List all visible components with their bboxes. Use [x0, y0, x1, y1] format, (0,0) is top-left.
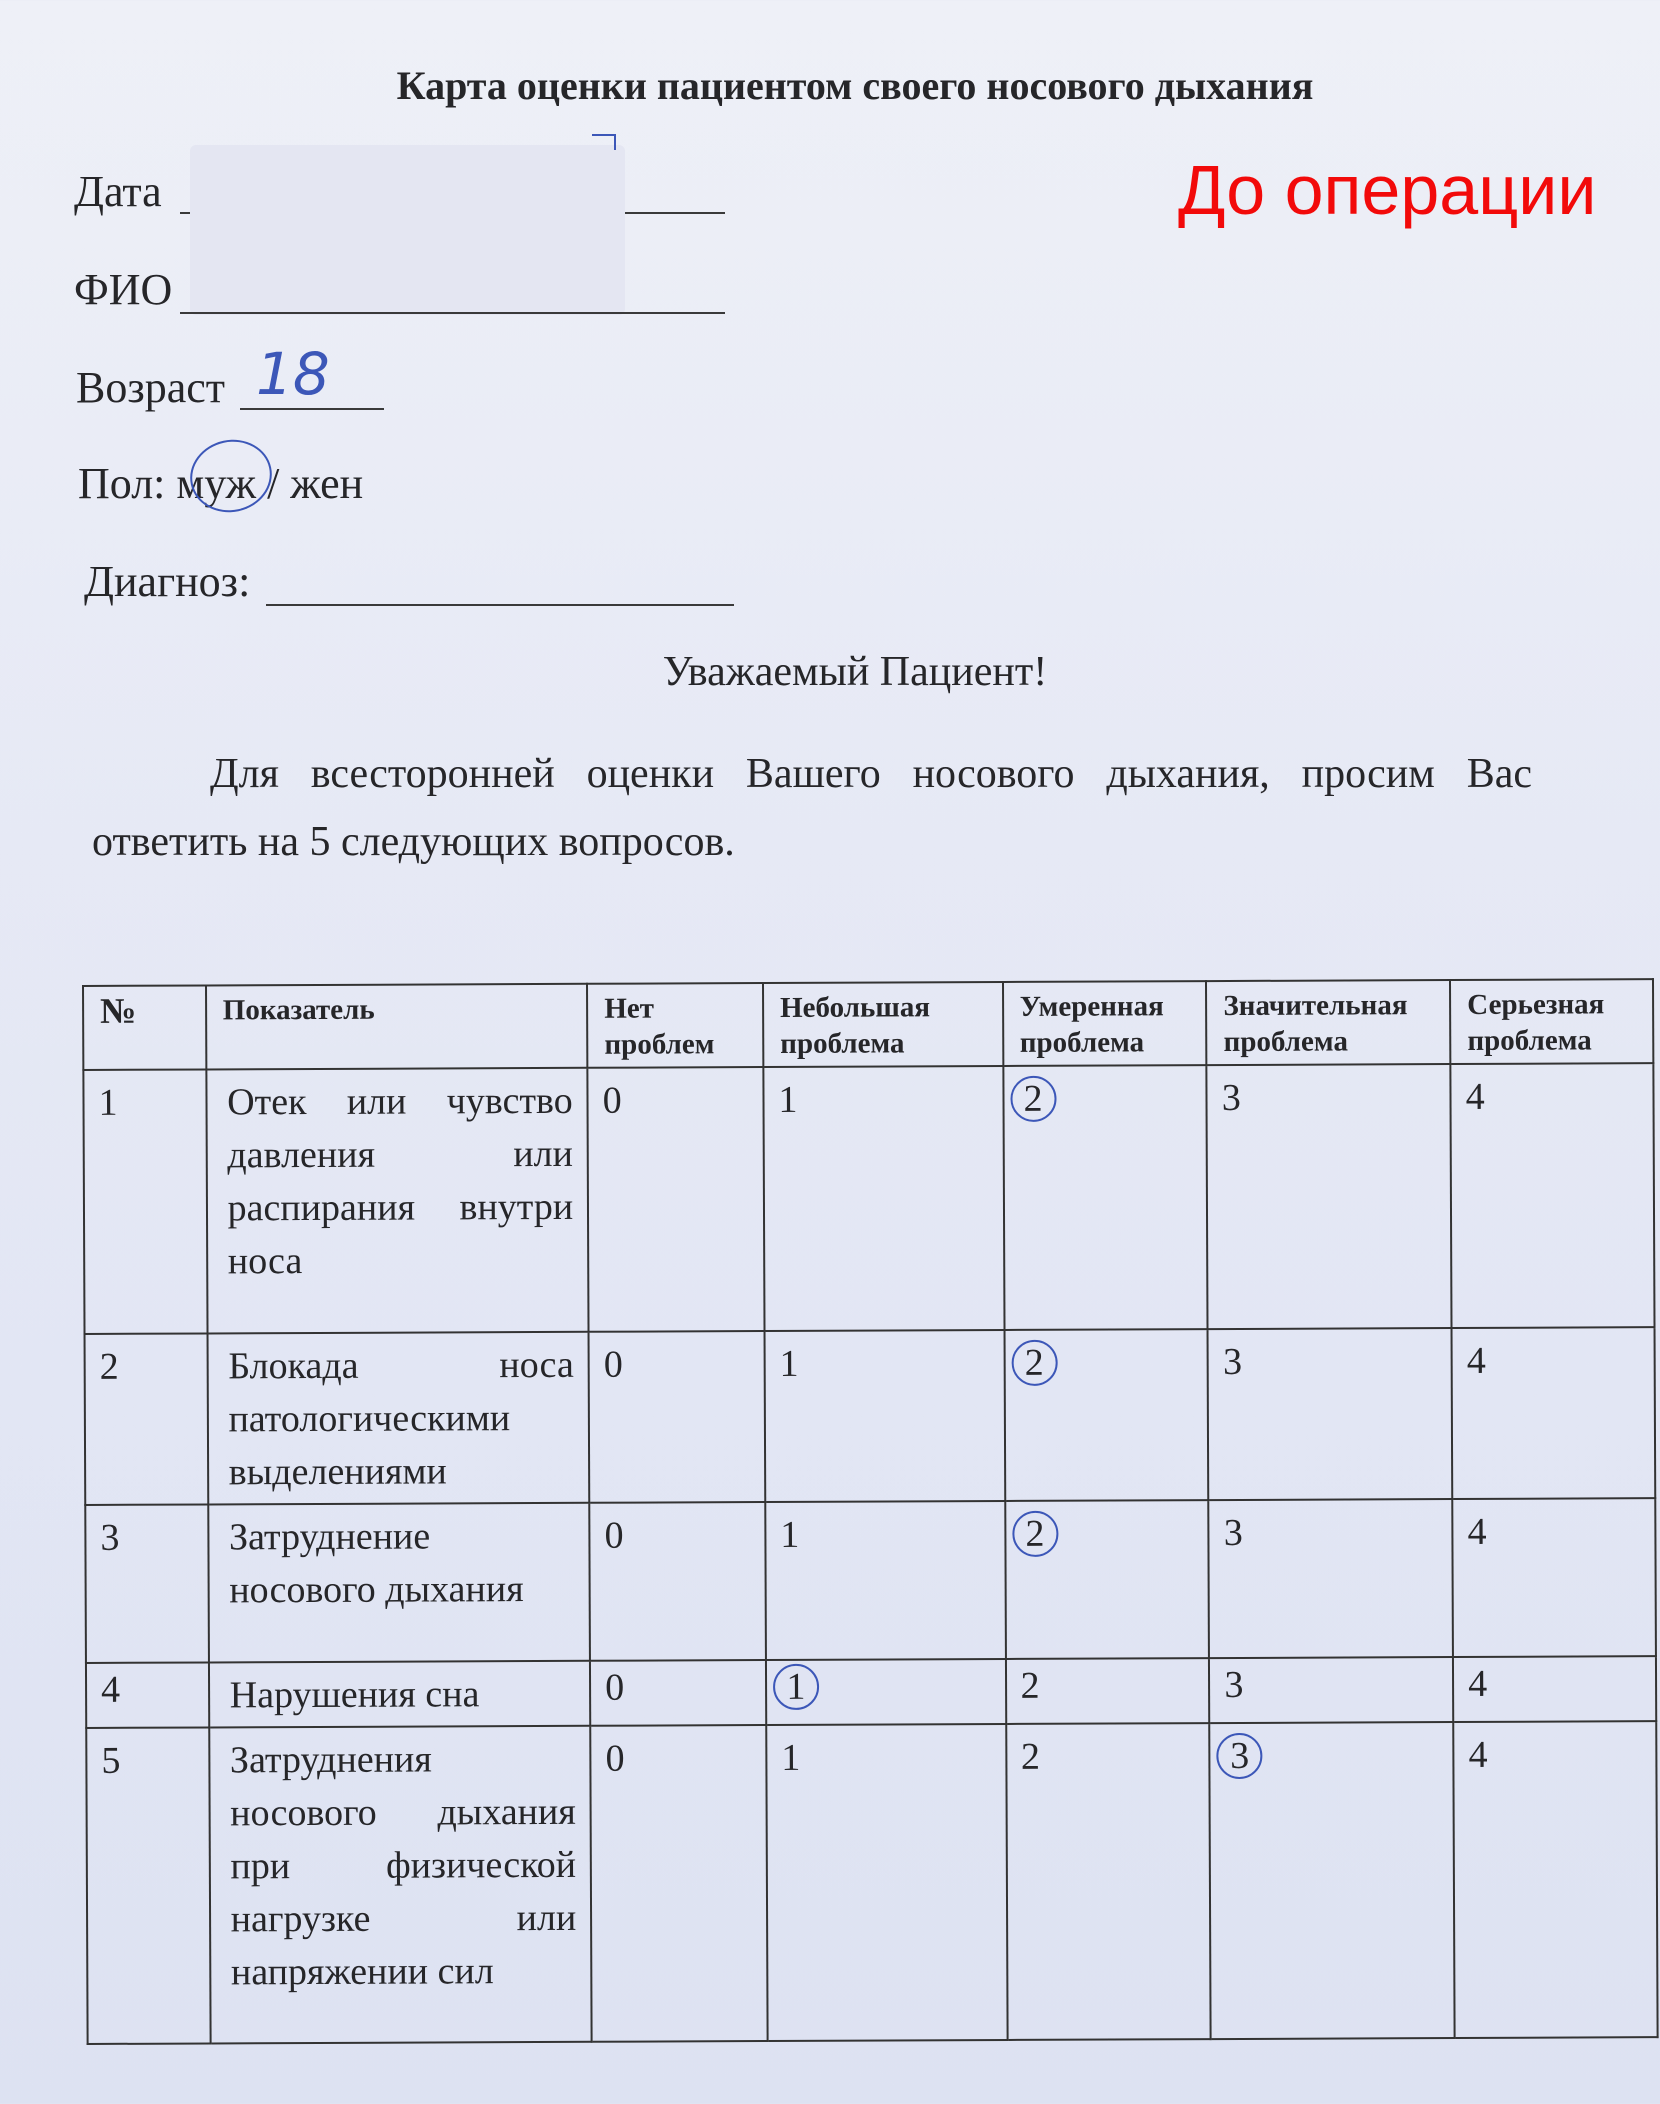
- score-option[interactable]: [1453, 1721, 1657, 2038]
- header-small: Небольшая проблема: [763, 982, 1003, 1067]
- score-option[interactable]: [1209, 1657, 1453, 1723]
- score-value: 3: [1221, 1076, 1241, 1120]
- circled-score: 3: [1217, 1733, 1263, 1779]
- circled-score: 2: [1010, 1076, 1056, 1122]
- score-option[interactable]: [1452, 1498, 1656, 1657]
- row-num: 3: [85, 1504, 208, 1663]
- score-option-selected[interactable]: [1004, 1329, 1209, 1501]
- score-value: 1: [780, 1513, 800, 1556]
- header-serious: Серьезная проблема: [1450, 979, 1653, 1064]
- header-moderate: Умеренная проблема: [1003, 981, 1207, 1066]
- score-option[interactable]: [1005, 1658, 1209, 1724]
- score-option[interactable]: [763, 1066, 1004, 1331]
- form-title: Карта оценки пациентом своего носового дыхания: [396, 63, 1314, 108]
- score-value: 3: [1222, 1340, 1243, 1384]
- greeting: Уважаемый Пациент!: [662, 649, 1048, 695]
- score-value: 4: [1466, 1339, 1486, 1382]
- sex-separator: /: [267, 459, 280, 508]
- age-label: Возраст: [76, 363, 226, 412]
- intro-text: Для всесторонней оценки Вашего носового дыхания, просим Вас ответить на 5 следующих вопросов.: [92, 751, 1532, 865]
- header-none: Нет проблем: [587, 983, 763, 1068]
- questionnaire-table: [82, 978, 1659, 2045]
- score-value: 4: [1467, 1510, 1487, 1553]
- row-indicator: Блокада носа патологическими выделениями: [207, 1332, 589, 1505]
- score-option-selected[interactable]: [1210, 1722, 1455, 2039]
- score-option-selected[interactable]: [766, 1659, 1006, 1725]
- score-value: 4: [1468, 1733, 1488, 1776]
- table-row: [85, 1498, 1656, 1663]
- row-indicator: Затруднение носового дыхания: [208, 1503, 590, 1663]
- header-num: №: [83, 985, 206, 1070]
- header-significant: Значительная проблема: [1206, 980, 1450, 1065]
- score-option[interactable]: [1209, 1499, 1453, 1658]
- score-option[interactable]: [590, 1660, 766, 1726]
- sex-female-option[interactable]: жен: [290, 459, 364, 508]
- score-value: 1: [781, 1736, 801, 1779]
- table-row: [86, 1721, 1657, 2044]
- score-value: 2: [1020, 1664, 1040, 1707]
- score-option[interactable]: [766, 1724, 1007, 2041]
- sex-male-option[interactable]: муж: [176, 459, 257, 508]
- row-num: 1: [83, 1069, 207, 1334]
- handwriting-mark: [592, 134, 616, 150]
- row-num: 2: [85, 1333, 208, 1505]
- row-num: 4: [86, 1662, 209, 1728]
- score-option[interactable]: [1452, 1327, 1656, 1499]
- age-value: 18: [256, 340, 330, 408]
- table-row: [86, 1656, 1656, 1728]
- table-row: [85, 1327, 1656, 1505]
- score-option[interactable]: [1453, 1656, 1656, 1722]
- row-indicator: Отек или чувство давления или распирания внутри носа: [206, 1068, 589, 1334]
- diagnosis-field[interactable]: [266, 604, 734, 606]
- circled-score: 2: [1012, 1511, 1058, 1557]
- circled-score: 2: [1011, 1340, 1057, 1386]
- score-value: 0: [603, 1343, 623, 1386]
- sex-label: Пол:: [78, 459, 166, 508]
- score-value: 0: [604, 1514, 624, 1557]
- score-value: 4: [1468, 1662, 1488, 1705]
- header-indicator: Показатель: [206, 984, 588, 1070]
- stage-label: До операции: [1178, 151, 1597, 229]
- score-value: 0: [605, 1737, 625, 1780]
- score-option[interactable]: [1006, 1723, 1211, 2040]
- score-value: 3: [1223, 1511, 1243, 1555]
- table-row: [83, 1063, 1654, 1334]
- score-value: 2: [1020, 1735, 1041, 1778]
- score-option[interactable]: [765, 1501, 1005, 1660]
- score-value: 4: [1465, 1075, 1485, 1118]
- table-header-row: [83, 979, 1653, 1070]
- score-option[interactable]: [1207, 1064, 1452, 1329]
- row-indicator: Нарушения сна: [209, 1661, 591, 1728]
- age-field[interactable]: [240, 408, 384, 410]
- score-option[interactable]: [1208, 1328, 1453, 1500]
- redacted-area: [190, 145, 625, 315]
- score-option[interactable]: [589, 1502, 765, 1661]
- score-value: 3: [1224, 1663, 1244, 1707]
- score-value: 1: [778, 1078, 798, 1121]
- score-value: 0: [605, 1666, 625, 1709]
- score-option[interactable]: [590, 1725, 767, 2042]
- row-indicator: Затруднения носового дыхания при физической нагрузке или напряжении сил: [209, 1726, 592, 2044]
- score-option[interactable]: [588, 1067, 765, 1332]
- score-value: 0: [602, 1079, 622, 1122]
- name-label: ФИО: [74, 265, 173, 314]
- name-field[interactable]: [180, 312, 725, 314]
- score-value: 1: [779, 1342, 799, 1385]
- score-option[interactable]: [764, 1330, 1004, 1502]
- date-label: Дата: [74, 167, 162, 216]
- score-option[interactable]: [589, 1331, 766, 1503]
- score-option-selected[interactable]: [1005, 1500, 1210, 1659]
- score-option-selected[interactable]: [1003, 1065, 1208, 1330]
- score-option[interactable]: [1451, 1063, 1655, 1328]
- row-num: 5: [86, 1727, 210, 2044]
- circled-score: 1: [773, 1664, 819, 1710]
- diagnosis-label: Диагноз:: [84, 557, 251, 606]
